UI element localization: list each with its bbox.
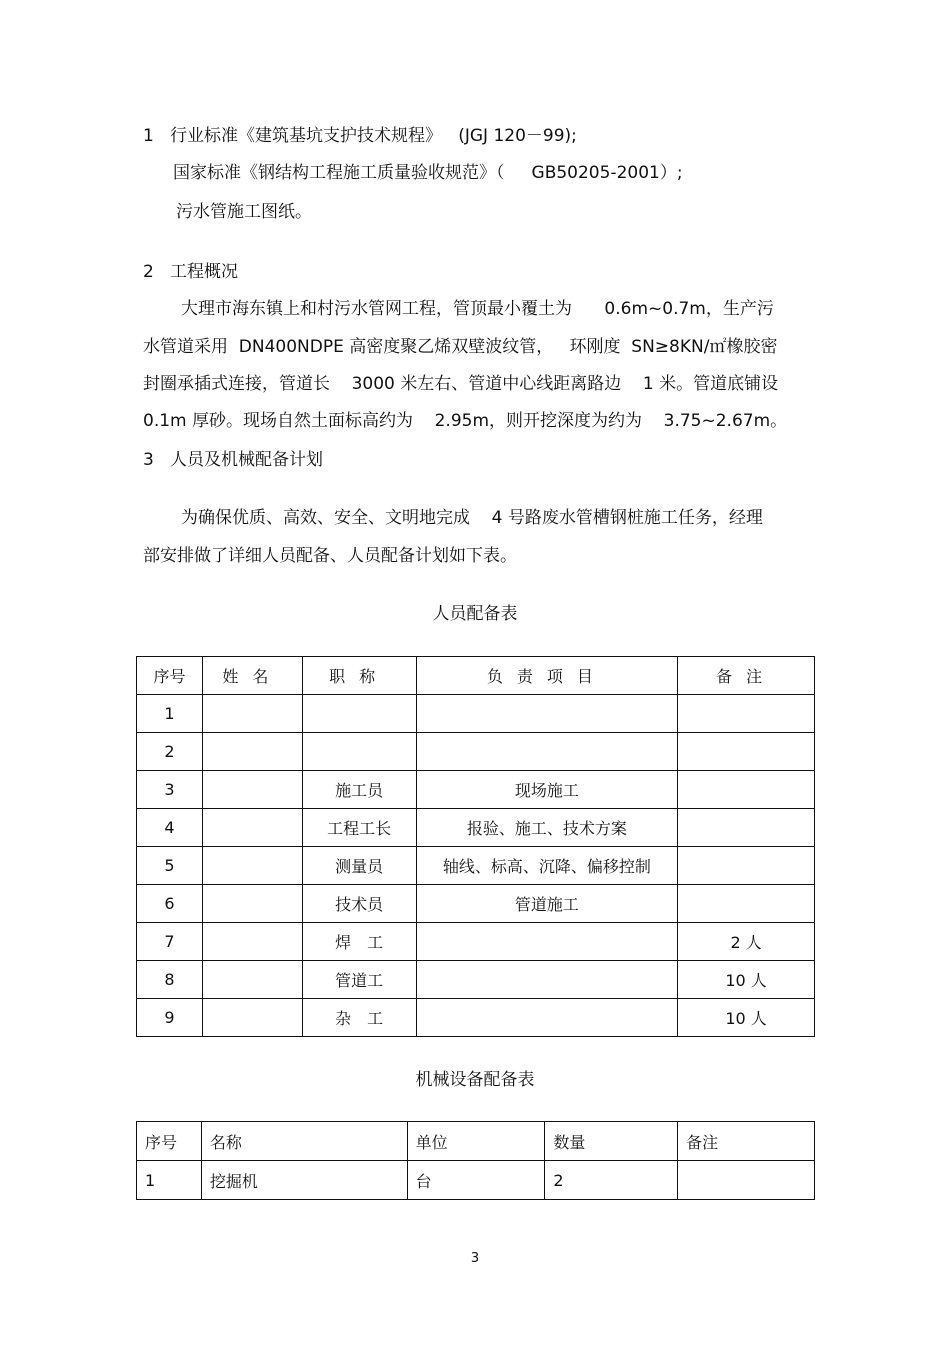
table-cell <box>416 923 678 961</box>
table-row <box>137 961 815 999</box>
section-3-heading: 3 人员及机械配备计划 <box>143 450 324 470</box>
staff-table-header-row <box>137 657 815 695</box>
table-cell <box>202 847 302 885</box>
table-cell: 10 人 <box>678 999 815 1037</box>
table-cell: 2 <box>545 1161 678 1200</box>
table-cell <box>202 771 302 809</box>
section-2-para-line-2: 水管道采用 DN400NDPE 高密度聚乙烯双壁波纹管， 环刚度 SN≥8KN/㎡橡胶密 <box>143 337 778 357</box>
table-cell <box>202 733 302 771</box>
section-3-para-line-1: 为确保优质、高效、安全、文明地完成 4 号路废水管槽钢桩施工任务，经理 <box>181 508 763 528</box>
reference-line-3: 污水管施工图纸。 <box>176 202 312 222</box>
table-cell: 技术员 <box>302 885 416 923</box>
table-cell <box>202 961 302 999</box>
table-cell <box>678 1161 815 1200</box>
table-row <box>137 809 815 847</box>
table-cell <box>678 771 815 809</box>
header-cell-quantity: 数量 <box>545 1122 678 1161</box>
header-cell-index: 序号 <box>137 657 203 695</box>
table-cell: 台 <box>407 1161 545 1200</box>
table-cell: 现场施工 <box>416 771 678 809</box>
section-3-para-line-2: 部安排做了详细人员配备、人员配备计划如下表。 <box>143 546 517 566</box>
table-cell: 1 <box>137 1161 202 1200</box>
table-cell: 报验、施工、技术方案 <box>416 809 678 847</box>
table-cell: 焊 工 <box>302 923 416 961</box>
table-cell: 测量员 <box>302 847 416 885</box>
table-row <box>137 771 815 809</box>
table-cell <box>302 695 416 733</box>
table-cell: 4 <box>137 809 203 847</box>
table-row <box>137 923 815 961</box>
table-cell: 6 <box>137 885 203 923</box>
table-cell <box>416 695 678 733</box>
table-cell: 8 <box>137 961 203 999</box>
table-cell: 2 人 <box>678 923 815 961</box>
reference-line-1: 1 行业标准《建筑基坑支护技术规程》 (JGJ 120－99); <box>143 126 577 146</box>
table-row <box>137 999 815 1037</box>
table-cell <box>302 733 416 771</box>
table-cell: 管道工 <box>302 961 416 999</box>
table-cell: 1 <box>137 695 203 733</box>
table-cell: 杂 工 <box>302 999 416 1037</box>
header-cell-responsibility: 负责项目 <box>416 657 678 695</box>
equip-table-title: 机械设备配备表 <box>415 1070 535 1090</box>
header-cell-remarks: 备注 <box>678 657 815 695</box>
section-2-para-line-3: 封圈承插式连接，管道长 3000 米左右、管道中心线距离路边 1 米。管道底铺设 <box>143 374 779 394</box>
table-cell <box>678 847 815 885</box>
table-cell: 管道施工 <box>416 885 678 923</box>
section-2-heading: 2 工程概况 <box>143 262 239 282</box>
reference-line-2: 国家标准《钢结构工程施工质量验收规范》（ GB50205-2001）; <box>173 163 683 183</box>
table-cell <box>678 733 815 771</box>
section-2-para-line-1: 大理市海东镇上和村污水管网工程，管顶最小覆土为 0.6m~0.7m，生产污 <box>181 299 774 319</box>
table-cell <box>678 885 815 923</box>
header-cell-title: 职称 <box>302 657 416 695</box>
header-cell-remarks: 备注 <box>678 1122 815 1161</box>
table-cell: 7 <box>137 923 203 961</box>
table-cell: 工程工长 <box>302 809 416 847</box>
table-row <box>137 733 815 771</box>
table-cell <box>416 999 678 1037</box>
table-cell <box>678 809 815 847</box>
table-cell: 挖掘机 <box>201 1161 407 1200</box>
table-cell: 轴线、标高、沉降、偏移控制 <box>416 847 678 885</box>
header-cell-name: 名称 <box>201 1122 407 1161</box>
section-2-para-line-4: 0.1m 厚砂。现场自然土面标高约为 2.95m，则开挖深度为约为 3.75~2.67m。 <box>143 411 788 431</box>
staff-table-title: 人员配备表 <box>432 604 518 624</box>
table-cell: 10 人 <box>678 961 815 999</box>
equip-table <box>136 1121 815 1200</box>
header-cell-unit: 单位 <box>407 1122 545 1161</box>
table-cell <box>416 961 678 999</box>
table-cell <box>416 733 678 771</box>
table-cell: 施工员 <box>302 771 416 809</box>
table-cell <box>202 923 302 961</box>
table-cell: 3 <box>137 771 203 809</box>
table-cell <box>202 885 302 923</box>
table-row <box>137 1161 815 1200</box>
equip-table-header-row <box>137 1122 815 1161</box>
header-cell-name: 姓名 <box>202 657 302 695</box>
table-cell <box>202 809 302 847</box>
table-cell: 5 <box>137 847 203 885</box>
header-cell-index: 序号 <box>137 1122 202 1161</box>
table-row <box>137 695 815 733</box>
table-row <box>137 885 815 923</box>
table-cell <box>678 695 815 733</box>
page-number: 3 <box>470 1251 480 1266</box>
staff-table <box>136 656 815 1037</box>
table-cell <box>202 999 302 1037</box>
table-cell: 2 <box>137 733 203 771</box>
table-cell <box>202 695 302 733</box>
table-cell: 9 <box>137 999 203 1037</box>
table-row <box>137 847 815 885</box>
